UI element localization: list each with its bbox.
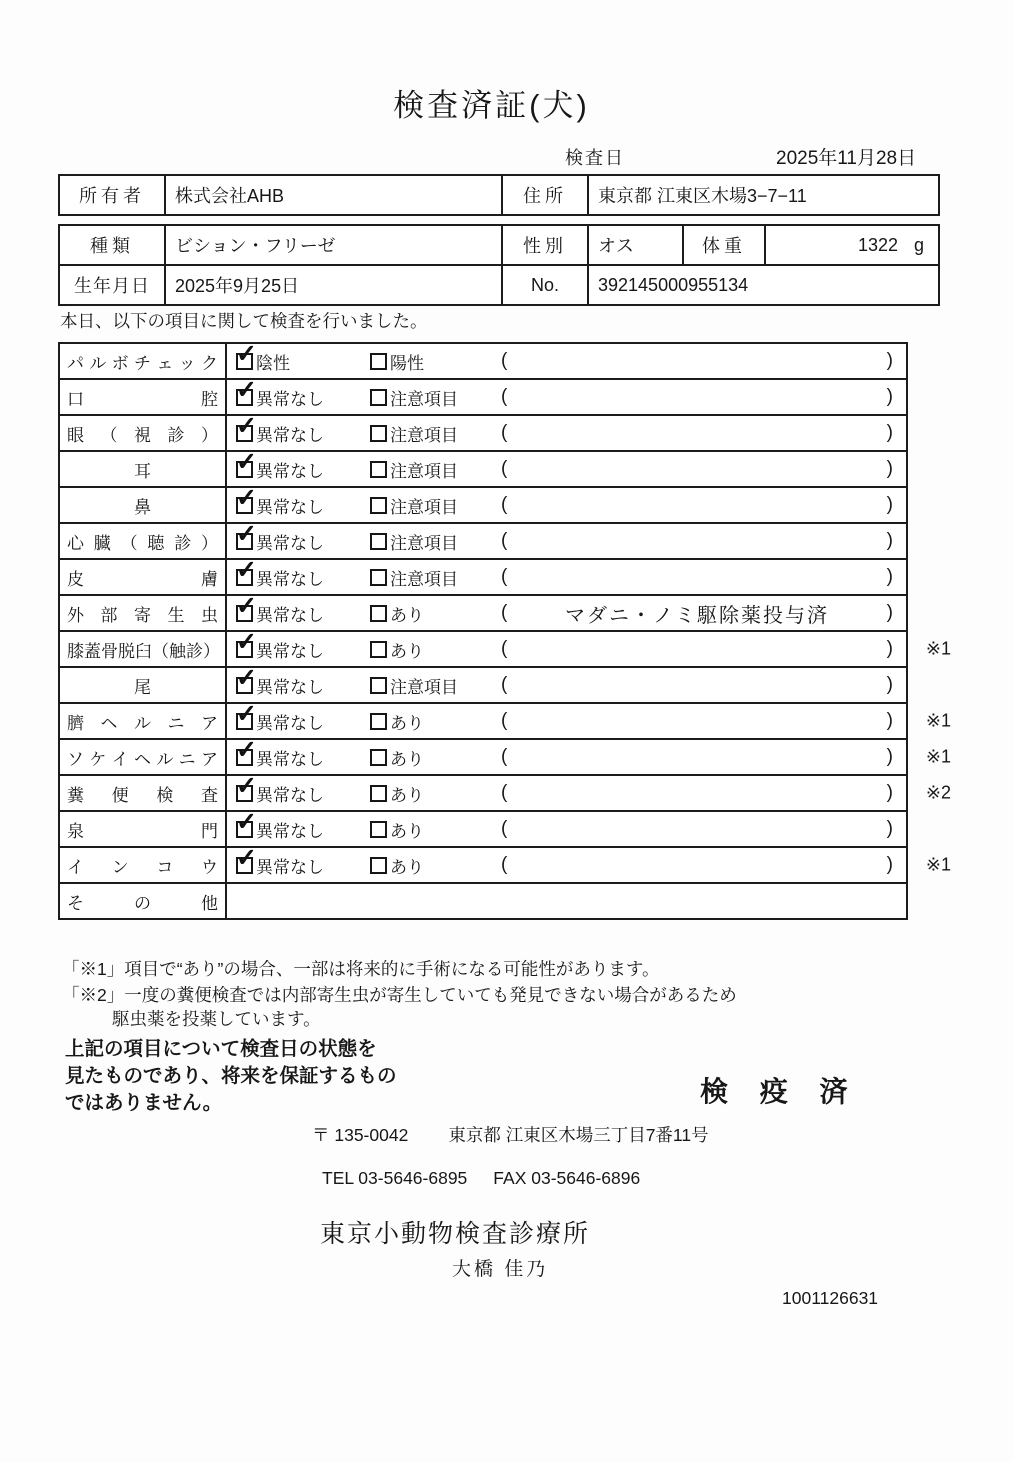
paren-open: ( [501,350,508,371]
paren-open: ( [501,566,508,587]
row-label [60,380,227,414]
option-label: 注意項目 [390,425,458,445]
inspection-row [58,339,908,380]
option-label: あり [390,821,424,841]
row-label-char: ウ [200,857,218,877]
row-label [60,524,227,558]
row-label-char: ソ [67,749,84,769]
option-label: 注意項目 [390,461,458,481]
page-title: 検査済証(犬) [393,88,590,123]
option-secondary [370,452,458,486]
option-label: 陰性 [256,353,290,373]
row-content [227,627,906,666]
row-content [227,884,906,918]
owner-row [60,176,938,214]
option-primary [236,375,324,414]
option-secondary [370,524,458,558]
row-label-char: ル [134,713,151,733]
inspection-date-label: 検査日 [565,148,625,168]
inspection-row [58,807,908,848]
row-label-char: 視 [134,425,151,445]
row-label: 膝蓋骨脱臼（触診） [60,632,227,666]
paren-close: ) [886,422,893,443]
paren-group [501,776,893,810]
check-icon: ✓ [236,807,257,836]
row-content [227,483,906,522]
row-label-char: ン [111,857,129,877]
disclaimer-line-2: 見たものであり、将来を保証するもの [65,1065,397,1087]
check-icon: ✓ [236,555,257,584]
inspection-row [58,882,908,920]
row-label-char: 泉 [67,821,84,841]
option-label: 異常なし [256,641,324,661]
row-label [60,704,227,738]
checkbox-checked-icon [236,627,257,658]
row-label-char: 聴 [147,533,165,553]
paren-group [501,848,893,882]
paren-close: ) [886,386,893,407]
row-label-char: 外 [67,605,84,625]
row-label [60,596,227,630]
row-label-char: ケ [89,749,107,769]
row-label-char: の [134,893,151,913]
row-label-char: ル [89,353,107,373]
disclaimer-line-1: 上記の項目について検査日の状態を [65,1038,377,1060]
checkbox-unchecked-icon [370,353,387,370]
weight-unit: g [913,234,924,255]
option-label: あり [390,713,424,733]
check-icon: ✓ [236,519,257,548]
paren-group [501,740,893,774]
checkbox-unchecked-icon [370,425,387,442]
checkbox-checked-icon [236,339,257,370]
paren-group [501,596,893,630]
paren-group [501,416,893,450]
option-primary [236,771,324,810]
row-content [227,555,906,594]
paren-open: ( [501,710,508,731]
option-secondary [370,380,458,414]
pet-info-box [58,224,940,306]
option-primary [236,555,324,594]
checkbox-unchecked-icon [370,641,387,658]
option-primary [236,807,324,846]
checkbox-unchecked-icon [370,785,387,802]
clinic-address-line [312,1122,709,1147]
option-secondary [370,848,424,882]
row-label-char: ） [200,533,218,553]
row-content [227,591,906,630]
checkbox-unchecked-icon [370,605,387,622]
option-label: 注意項目 [390,497,458,517]
option-primary [236,483,324,522]
check-icon: ✓ [236,735,257,764]
row-label-char: 他 [201,893,218,913]
paren-open: ( [501,674,508,695]
paren-group [501,704,893,738]
row-label-char: ッ [178,353,196,373]
row-label-char: ヘ [133,749,151,769]
row-content [227,447,906,486]
option-secondary [370,596,424,630]
option-label: 異常なし [256,569,324,589]
option-primary [236,627,324,666]
check-icon: ✓ [236,447,257,476]
address-value: 東京都 江東区木場3−7−11 [598,186,807,206]
footnote-2: 「※2」一度の糞便検査では内部寄生虫が寄生していても発見できない場合があるため [62,985,737,1005]
row-content [227,519,906,558]
check-icon: ✓ [236,483,257,512]
row-label-char: チ [133,353,151,373]
checkbox-unchecked-icon [370,569,387,586]
serial-number: 1001126631 [782,1288,879,1308]
paren-open: ( [501,746,508,767]
row-label-char: ニ [167,713,185,733]
option-label: 注意項目 [390,533,458,553]
row-content [227,771,906,810]
check-icon: ✓ [236,411,257,440]
paren-close: ) [886,494,893,515]
check-icon: ✓ [236,375,257,404]
weight-value: 1322 [857,234,898,255]
checkbox-unchecked-icon [370,857,387,874]
check-icon: ✓ [236,339,257,368]
paren-close: ) [886,638,893,659]
paren-open: ( [501,494,508,515]
row-label-char: 膚 [201,569,218,589]
row-label-char: ル [156,749,174,769]
option-primary [236,447,324,486]
footnote-2-cont: 駆虫薬を投薬しています。 [112,1009,321,1029]
row-label-char: 便 [111,785,129,805]
sex-value: オス [589,226,684,264]
paren-close: ) [886,782,893,803]
option-label: 陽性 [390,353,424,373]
option-primary [236,663,324,702]
birthdate-value: 2025年9月25日 [166,266,503,304]
option-label: 異常なし [256,425,324,445]
paren-group [501,632,893,666]
clinic-name: 東京小動物検査診療所 [320,1220,591,1248]
option-secondary [370,416,458,450]
option-secondary [370,776,424,810]
breed-label: 種類 [60,226,166,264]
paren-close: ) [886,458,893,479]
check-icon: ✓ [236,843,257,872]
row-label-char: 寄 [134,605,151,625]
check-icon: ✓ [236,663,257,692]
inspection-row [58,375,908,416]
tel-number: TEL 03-5646-6895 [322,1168,468,1188]
option-secondary [370,344,424,378]
inspection-row [58,663,908,704]
row-label-char: （ [100,425,118,445]
row-label [60,884,227,918]
paren-close: ) [886,746,893,767]
fax-number: FAX 03-5646-6896 [493,1168,641,1188]
checkbox-checked-icon [236,663,257,694]
footnote-1: 「※1」項目で“あり”の場合、一部は将来的に手術になる可能性があります。 [62,959,660,979]
row-label-char: （ [120,533,138,553]
disclaimer [65,1036,397,1117]
option-label: 異常なし [256,605,324,625]
row-content [227,411,906,450]
inspection-row [58,699,951,740]
checkbox-unchecked-icon [370,677,387,694]
option-primary [236,843,324,882]
checkbox-checked-icon [236,735,257,766]
paren-close: ) [886,854,893,875]
row-label-char: ェ [156,353,174,373]
weight-cell [766,226,938,264]
row-label-char: パ [67,353,84,373]
footnote-ref: ※1 [925,638,951,659]
footnote-ref: ※1 [925,710,951,731]
row-label-char: 査 [200,785,218,805]
row-label-char: 臍 [67,713,84,733]
option-label: あり [390,641,424,661]
paren-group [501,812,893,846]
row-label [60,776,227,810]
row-label-char: ク [200,353,218,373]
inspection-row [58,447,908,488]
option-label: 異常なし [256,821,324,841]
checkbox-unchecked-icon [370,497,387,514]
paren-group [501,452,893,486]
row-label: 鼻 [60,488,227,522]
option-primary [236,591,324,630]
checkbox-checked-icon [236,771,257,802]
paren-group [501,344,893,378]
option-label: 注意項目 [390,389,458,409]
option-label: 異常なし [256,857,324,877]
sex-label: 性別 [503,226,589,264]
option-label: 異常なし [256,785,324,805]
paren-close: ) [886,602,893,623]
checkbox-unchecked-icon [370,713,387,730]
inspection-row [58,483,908,524]
veterinarian-name: 大橋 佳乃 [452,1259,549,1280]
birth-row [60,264,938,304]
row-label-char: 部 [100,605,118,625]
row-label-char: ア [200,749,218,769]
row-content [227,699,906,738]
checkbox-checked-icon [236,699,257,730]
paren-close: ) [886,350,893,371]
option-label: あり [390,857,424,877]
checkbox-checked-icon [236,519,257,550]
row-label-char: そ [67,893,84,913]
row-label: 耳 [60,452,227,486]
inspection-row [58,591,908,632]
postal-code: 〒 135-0042 [312,1125,409,1145]
paren-open: ( [501,854,508,875]
row-label-char: 糞 [67,785,84,805]
row-label [60,416,227,450]
checkbox-checked-icon [236,555,257,586]
row-label-char: イ [111,749,129,769]
checkbox-checked-icon [236,483,257,514]
inspection-row [58,411,908,452]
option-label: 異常なし [256,389,324,409]
checkbox-unchecked-icon [370,389,387,406]
intro-text: 本日、以下の項目に関して検査を行いました。 [60,311,428,331]
option-label: 異常なし [256,461,324,481]
disclaimer-line-3: ではありません。 [65,1092,223,1114]
row-label-char: コ [156,857,174,877]
paren-close: ) [886,530,893,551]
checkbox-unchecked-icon [370,749,387,766]
row-label-char: 心 [67,533,84,553]
breed-value: ビション・フリーゼ [166,226,503,264]
checkbox-unchecked-icon [370,821,387,838]
inspection-row [58,627,951,668]
paren-open: ( [501,530,508,551]
inspection-row [58,771,951,812]
row-label-char: 検 [156,785,174,805]
checkbox-checked-icon [236,807,257,838]
inspection-row [58,519,908,560]
checkbox-checked-icon [236,447,257,478]
row-label-char: 臓 [93,533,111,553]
option-secondary [370,560,458,594]
row-label-char: 口 [67,389,84,409]
row-label [60,560,227,594]
check-icon: ✓ [236,699,257,728]
check-icon: ✓ [236,591,257,620]
option-primary [236,699,324,738]
row-label-char: ） [201,425,218,445]
row-label-char: 診 [174,533,192,553]
inspection-table [58,339,951,920]
row-label [60,848,227,882]
row-label [60,812,227,846]
row-content [227,843,906,882]
row-label-char: ア [201,713,218,733]
row-label-char: 虫 [201,605,218,625]
option-secondary [370,488,458,522]
paren-open: ( [501,422,508,443]
option-label: あり [390,785,424,805]
row-content [227,735,906,774]
row-label-char: ボ [111,353,129,373]
checkbox-checked-icon [236,591,257,622]
owner-label: 所有者 [60,176,166,214]
paren-open: ( [501,638,508,659]
option-secondary [370,668,458,702]
option-label: あり [390,749,424,769]
row-label-char: ニ [178,749,196,769]
owner-box [58,174,940,216]
row-content [227,375,906,414]
paren-close: ) [886,818,893,839]
inspection-row [58,843,951,884]
quarantine-stamp: 検 疫 済 [700,1076,860,1107]
paren-open: ( [501,386,508,407]
checkbox-unchecked-icon [370,533,387,550]
birthdate-label: 生年月日 [60,266,166,304]
option-secondary [370,740,424,774]
option-secondary [370,632,424,666]
row-label-char: イ [67,857,84,877]
clinic-contact-line [322,1168,640,1189]
option-primary [236,735,324,774]
row-label-char: 腔 [201,389,218,409]
row-label-char: ヘ [100,713,118,733]
owner-value: 株式会社AHB [166,176,503,214]
option-label: 異常なし [256,749,324,769]
paren-close: ) [886,566,893,587]
paren-open: ( [501,818,508,839]
row-label: 尾 [60,668,227,702]
checkbox-checked-icon [236,411,257,442]
option-label: 注意項目 [390,677,458,697]
paren-close: ) [886,710,893,731]
paren-open: ( [501,782,508,803]
option-primary [236,339,290,378]
option-label: 異常なし [256,533,324,553]
inspection-row [58,735,951,776]
option-primary [236,519,324,558]
row-label-char: 門 [201,821,218,841]
option-secondary [370,812,424,846]
row-label [60,740,227,774]
check-icon: ✓ [236,627,257,656]
paren-open: ( [501,602,508,623]
paren-group [501,488,893,522]
checkbox-checked-icon [236,843,257,874]
clinic-address: 東京都 江東区木場三丁目7番11号 [448,1125,709,1145]
footnote-ref: ※1 [925,746,951,767]
row-label-char: 眼 [67,425,84,445]
checkbox-checked-icon [236,375,257,406]
row-label-char: 生 [167,605,185,625]
paren-close: ) [886,674,893,695]
option-label: 異常なし [256,497,324,517]
inspection-date-value: 2025年11月28日 [776,148,917,169]
footnote-ref: ※2 [925,782,951,803]
option-label: 異常なし [256,713,324,733]
paren-group [501,560,893,594]
number-label: No. [503,266,589,304]
row-label-char: 皮 [67,569,84,589]
paren-open: ( [501,458,508,479]
breed-row [60,226,938,264]
option-secondary [370,704,424,738]
footnote-ref: ※1 [925,854,951,875]
option-label: 注意項目 [390,569,458,589]
option-label: あり [390,605,424,625]
number-value: 392145000955134 [598,274,749,295]
address-label: 住所 [503,176,589,214]
paren-group [501,524,893,558]
paren-group [501,380,893,414]
paren-group [501,668,893,702]
checkbox-unchecked-icon [370,461,387,478]
weight-label: 体重 [684,226,766,264]
row-content [227,807,906,846]
row-content [227,663,906,702]
inspection-row [58,555,908,596]
check-icon: ✓ [236,771,257,800]
paren-value: マダニ・ノミ駆除薬投与済 [565,604,829,627]
row-label-char: 診 [167,425,185,445]
option-primary [236,411,324,450]
row-content [227,339,906,378]
row-label [60,344,227,378]
option-label: 異常なし [256,677,324,697]
